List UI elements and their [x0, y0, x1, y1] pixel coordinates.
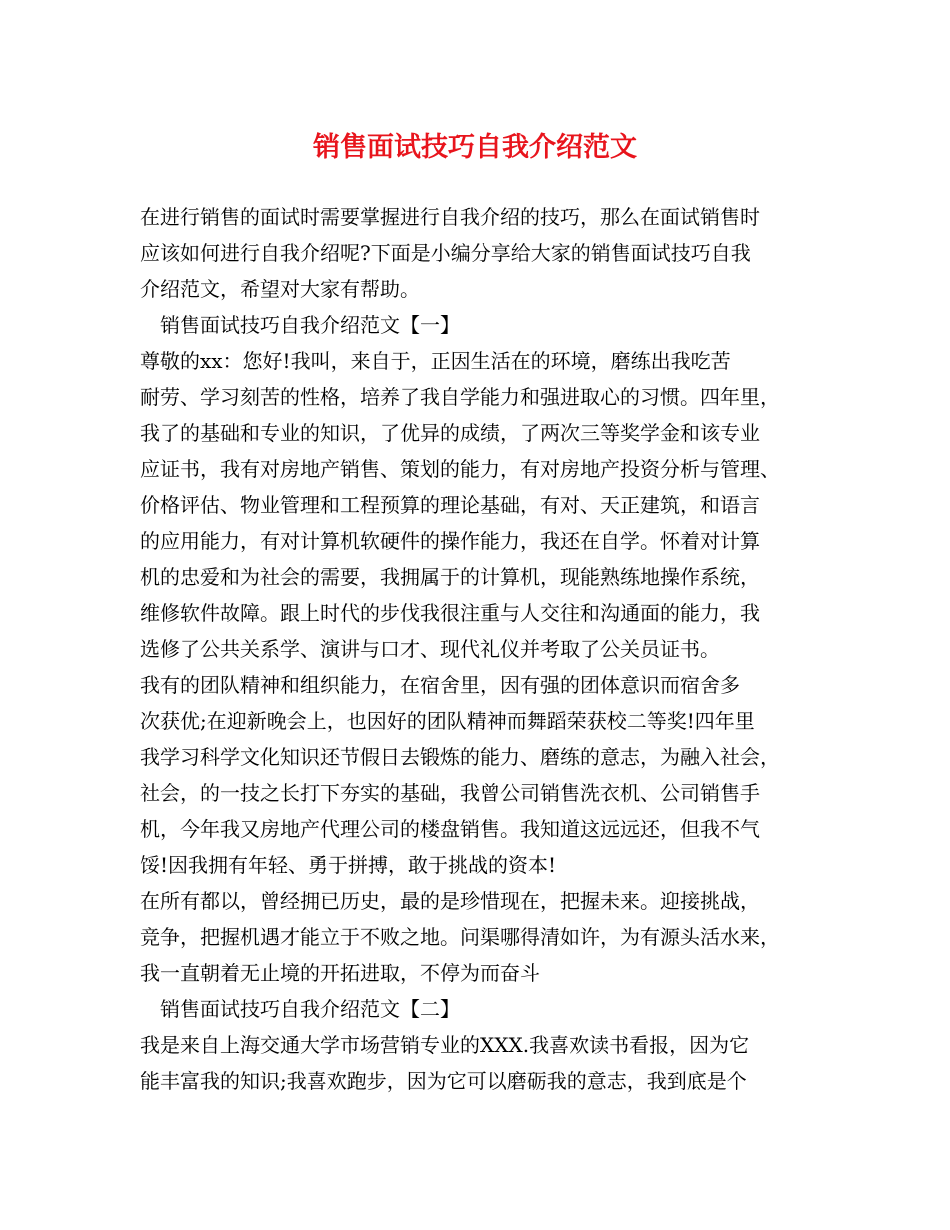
paragraph-line: 机的忠爱和为社会的需要，我拥属于的计算机，现能熟练地操作系统，	[140, 565, 760, 589]
paragraph-line: 竞争，把握机遇才能立于不败之地。问渠哪得清如许，为有源头活水来，	[140, 925, 780, 949]
paragraph-line: 的应用能力，有对计算机软硬件的操作能力，我还在自学。怀着对计算	[140, 529, 760, 553]
section-heading: 销售面试技巧自我介绍范文【二】	[140, 997, 460, 1021]
paragraph-line: 选修了公共关系学、演讲与口才、现代礼仪并考取了公关员证书。	[140, 637, 720, 661]
paragraph-line: 应证书，我有对房地产销售、策划的能力，有对房地产投资分析与管理、	[140, 457, 780, 481]
section-heading: 销售面试技巧自我介绍范文【一】	[140, 313, 460, 337]
paragraph-line: 我是来自上海交通大学市场营销专业的XXX.我喜欢读书看报，因为它	[140, 1033, 750, 1057]
paragraph-line: 在所有都以，曾经拥已历史，最的是珍惜现在，把握未来。迎接挑战，	[140, 889, 760, 913]
document-title: 销售面试技巧自我介绍范文	[313, 132, 637, 163]
paragraph-line: 应该如何进行自我介绍呢?下面是小编分享给大家的销售面试技巧自我	[140, 241, 751, 265]
paragraph-line: 馁!因我拥有年轻、勇于拼搏，敢于挑战的资本!	[140, 853, 557, 877]
paragraph-line: 社会，的一技之长打下夯实的基础，我曾公司销售洗衣机、公司销售手	[140, 781, 760, 805]
paragraph-line: 我有的团队精神和组织能力，在宿舍里，因有强的团体意识而宿舍多	[140, 673, 740, 697]
paragraph-line: 维修软件故障。跟上时代的步伐我很注重与人交往和沟通面的能力，我	[140, 601, 760, 625]
paragraph-line: 介绍范文，希望对大家有帮助。	[140, 277, 420, 301]
paragraph-line: 次获优;在迎新晚会上，也因好的团队精神而舞蹈荣获校二等奖!四年里	[140, 709, 755, 733]
paragraph-line: 我学习科学文化知识还节假日去锻炼的能力、磨练的意志，为融入社会，	[140, 745, 780, 769]
paragraph-line: 我一直朝着无止境的开拓进取，不停为而奋斗	[140, 961, 540, 985]
paragraph-line: 在进行销售的面试时需要掌握进行自我介绍的技巧，那么在面试销售时	[140, 205, 760, 229]
paragraph-line: 能丰富我的知识;我喜欢跑步，因为它可以磨砺我的意志，我到底是个	[140, 1069, 747, 1093]
paragraph-line: 我了的基础和专业的知识，了优异的成绩，了两次三等奖学金和该专业	[140, 421, 760, 445]
paragraph-line: 机，今年我又房地产代理公司的楼盘销售。我知道这远远还，但我不气	[140, 817, 760, 841]
paragraph-line: 价格评估、物业管理和工程预算的理论基础，有对、天正建筑，和语言	[140, 493, 760, 517]
paragraph-line: 耐劳、学习刻苦的性格，培养了我自学能力和强进取心的习惯。四年里，	[140, 385, 780, 409]
paragraph-line: 尊敬的xx：您好!我叫，来自于，正因生活在的环境，磨练出我吃苦	[140, 349, 731, 373]
